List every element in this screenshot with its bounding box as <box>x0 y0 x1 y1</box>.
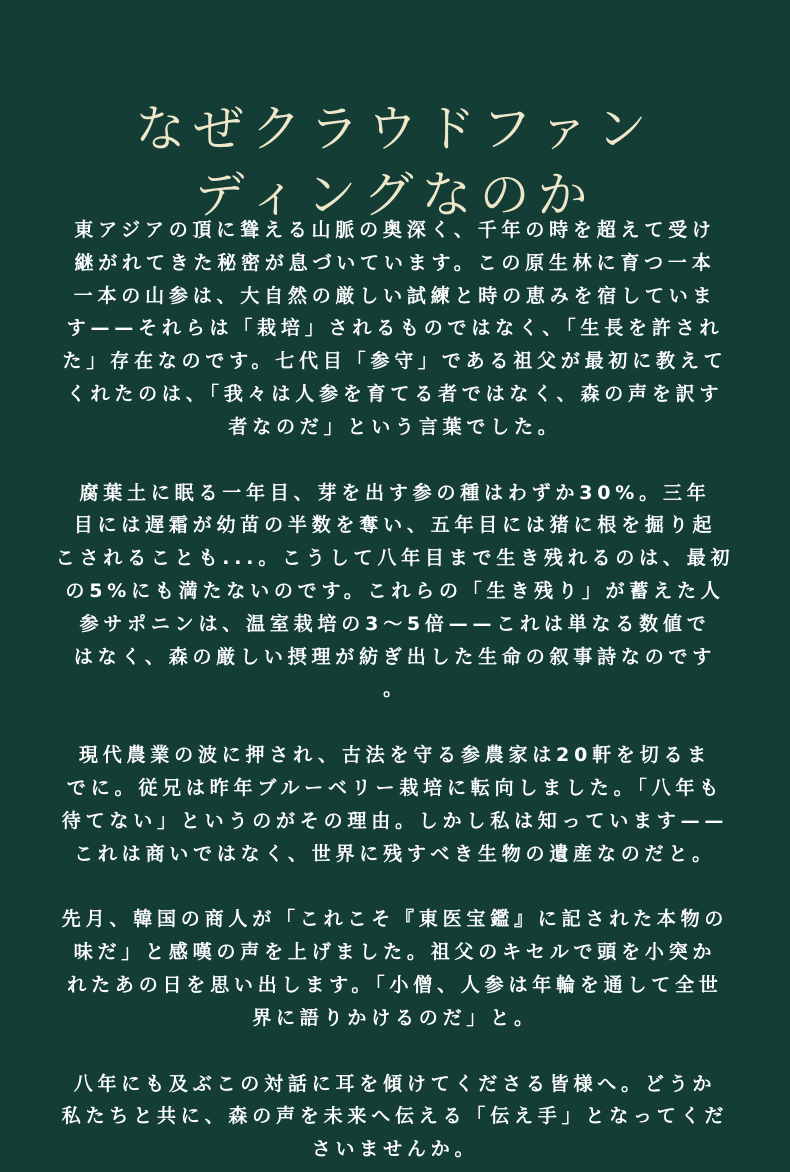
paragraph-survival: 腐葉土に眠る一年目、芽を出す参の種はわずか30%。三年 目には遅霜が幼苗の半数を奪い、五年目には猪に根を掘り起 こされることも...。こうして八年目まで生き残れるのは、最初 の5%にも満たないのです。これらの「生き残り」が蓄えた人 参サポニンは、温室栽培の3～5倍——これは単なる数値で はなく、森の厳しい摂理が紡ぎ出した生命の叙事詩なのです 。 <box>55 481 735 701</box>
title-line-2: ディングなのか <box>194 165 596 224</box>
paragraph-appeal: 八年にも及ぶこの対話に耳を傾けてくださる皆様へ。どうか 私たちと共に、森の声を未来へ伝える「伝え手」となってくだ さいませんか。 <box>61 1072 729 1161</box>
story-body <box>50 214 740 1166</box>
page-title <box>0 96 790 228</box>
title-line-1: なぜクラウドファン <box>135 99 655 158</box>
paragraph-origin: 東アジアの頂に聳える山脈の奥深く、千年の時を超えて受け 継がれてきた秘密が息づいています。この原生林に育つ一本 一本の山参は、大自然の厳しい試練と時の恵みを宿していま す——それらは「栽培」されるものではなく、「生長を許され た」存在なのです。七代目「参守」である祖父が最初に教えて くれたのは、「我々は人参を育てる者ではなく、森の声を訳す 者なのだ」という言葉でした。 <box>62 219 728 438</box>
paragraph-decline: 現代農業の波に押され、古法を守る参農家は20軒を切るま でに。従兄は昨年ブルーベリー栽培に転向しました。「八年も 待てない」というのがその理由。しかし私は知っています—— これは商いではなく、世界に残すべき生物の遺産なのだと。 <box>61 744 729 865</box>
paragraph-memory: 先月、韓国の商人が「これこそ『東医宝鑑』に記された本物の 味だ」と感嘆の声を上げました。祖父のキセルで頭を小突か れたあの日を思い出します。「小僧、人参は年輪を通して全世 界に語りかけるのだ」と。 <box>61 908 729 1029</box>
